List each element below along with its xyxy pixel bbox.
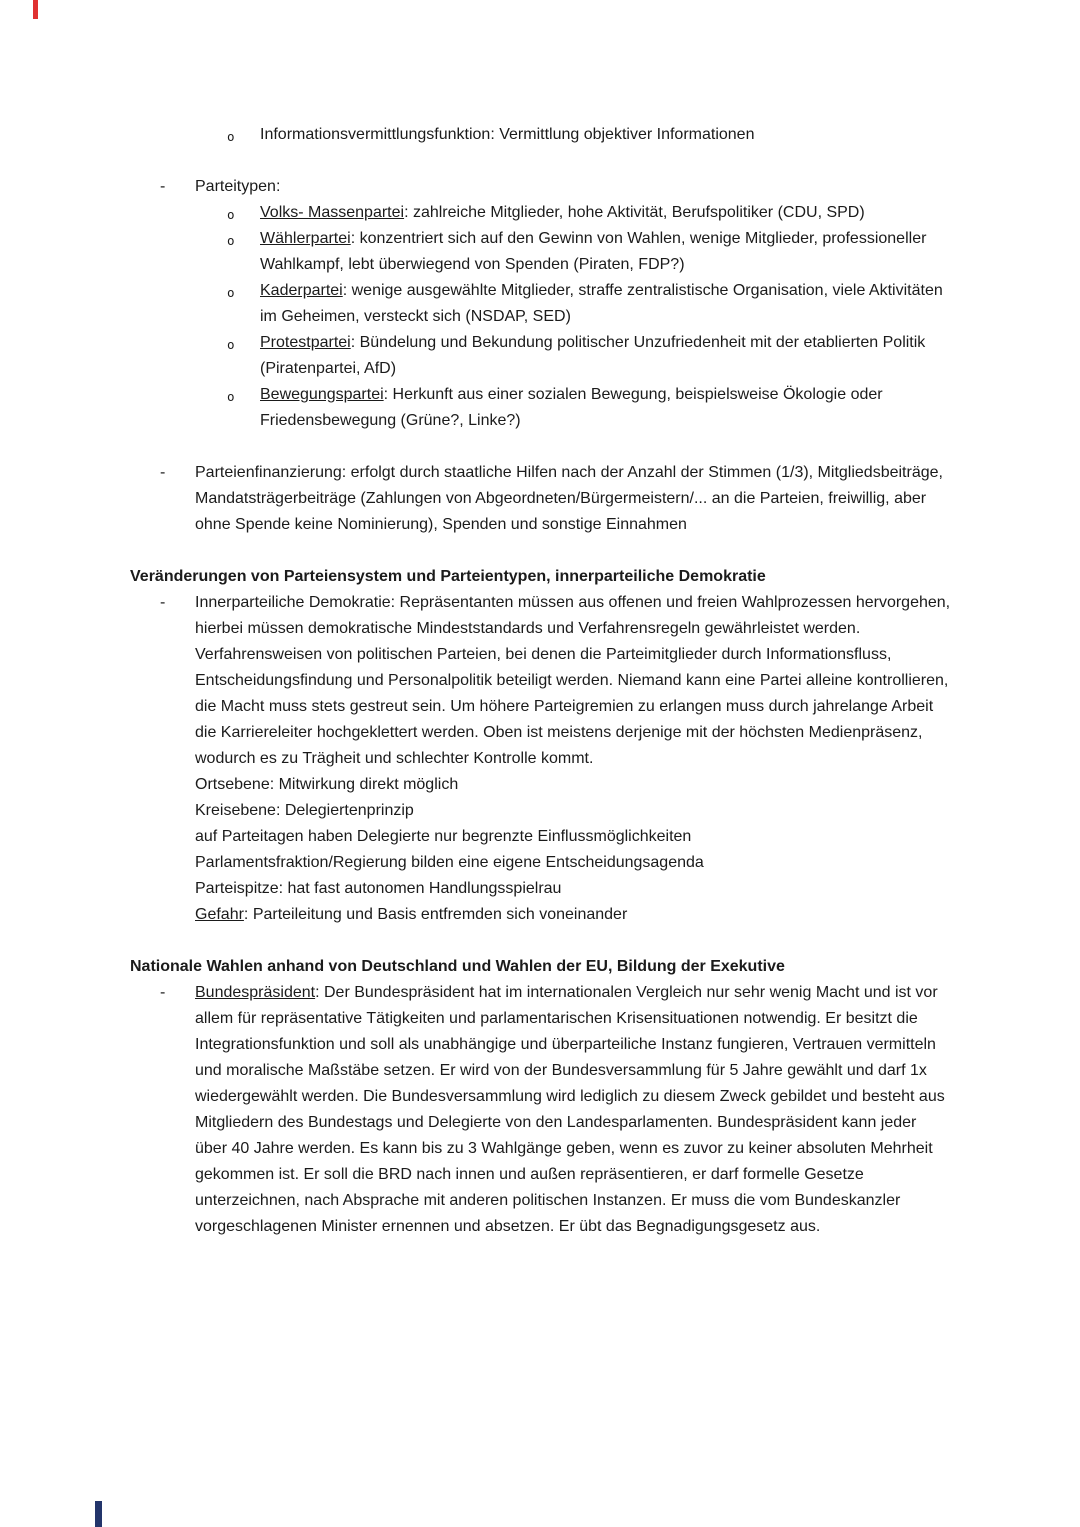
dash-bullet-icon: - <box>160 464 166 481</box>
text-content <box>260 126 754 143</box>
text: Nationale Wahlen anhand von Deutschland und Wahlen der EU, Bildung der Exekutive <box>130 958 785 975</box>
underlined-term: Bewegungspartei <box>260 386 384 403</box>
text-content <box>195 178 280 195</box>
circle-bullet-icon: o <box>227 233 235 248</box>
circle-bullet-icon: o <box>227 389 235 404</box>
circle-list-item <box>130 330 952 382</box>
dash-list-item <box>130 980 952 1240</box>
text-content <box>195 906 627 923</box>
text-content <box>195 828 691 845</box>
text-line <box>130 850 952 876</box>
underlined-term: Volks- Massenpartei <box>260 204 405 221</box>
section-heading <box>130 564 952 590</box>
text: : Der Bundespräsident hat im internationalen Vergleich nur sehr wenig Macht und ist vor allem für repräsentative Tätigkeiten und parlamentarischen Krisensituationen notwendig. Er besitzt die Integrationsfunktion und soll als unabhängige und überparteiliche Instanz fungieren, Vertrauen vermitteln und moralische Maßstäbe setzen. Er wird von der Bundesversammlung für 5 Jahre gewählt und darf 1x wiedergewählt werden. Die Bundesversammlung wird lediglich zu diesem Zweck gebildet und besteht aus Mitgliedern des Bundestags und Delegierte von den Landesparlamenten. Bundespräsident kann jeder über 40 Jahre werden. Es kann bis zu 3 Wahlgänge geben, wenn es zuvor zu keiner absoluten Mehrheit gekommen ist. Er soll die BRD nach innen und außen repräsentieren, er darf formelle Gesetze unterzeichnen, nach Absprache mit anderen politischen Instanzen. Er muss die vom Bundeskanzler vorgeschlagenen Minister ernennen und absetzen. Er übt das Begnadigungsgesetz aus. <box>195 984 945 1235</box>
text-content <box>130 568 766 585</box>
spacer <box>130 538 952 564</box>
dash-list-item <box>130 590 952 772</box>
text-content <box>260 230 926 273</box>
text: Parteispitze: hat fast autonomen Handlungsspielrau <box>195 880 562 897</box>
text-content <box>130 958 785 975</box>
text-content <box>195 776 458 793</box>
text: : Parteileitung und Basis entfremden sich voneinander <box>243 906 628 923</box>
circle-list-item <box>130 226 952 278</box>
circle-bullet-icon: o <box>227 129 235 144</box>
text: Veränderungen von Parteiensystem und Parteientypen, innerparteiliche Demokratie <box>130 568 766 585</box>
text-content <box>195 802 414 819</box>
text-line <box>130 876 952 902</box>
underlined-term: Kaderpartei <box>260 282 343 299</box>
text: Kreisebene: Delegiertenprinzip <box>195 802 414 819</box>
text-line <box>130 772 952 798</box>
dash-bullet-icon: - <box>160 178 166 195</box>
underlined-term: Bundespräsident <box>195 984 316 1001</box>
spacer <box>130 148 952 174</box>
text: : Bündelung und Bekundung politischer Unzufriedenheit mit der etablierten Politik (Piratenpartei, AfD) <box>260 334 926 377</box>
text-content <box>195 880 561 897</box>
dash-bullet-icon: - <box>160 594 166 611</box>
text: Parteitypen: <box>195 178 281 195</box>
text-content <box>195 594 950 767</box>
text: Informationsvermittlungsfunktion: Vermittlung objektiver Informationen <box>260 126 755 143</box>
text-content <box>195 854 704 871</box>
circle-list-item <box>130 382 952 434</box>
dash-bullet-icon: - <box>160 984 166 1001</box>
text: : konzentriert sich auf den Gewinn von Wahlen, wenige Mitglieder, professioneller Wahlkampf, lebt überwiegend von Spenden (Piraten, FDP?) <box>260 230 927 273</box>
text-content <box>195 984 945 1235</box>
text: : Herkunft aus einer sozialen Bewegung, beispielsweise Ökologie oder Friedensbewegung (Grüne?, Linke?) <box>260 386 883 429</box>
red-annotation-mark <box>33 0 38 19</box>
text-content <box>260 282 943 325</box>
underlined-term: Protestpartei <box>260 334 351 351</box>
circle-list-item <box>130 200 952 226</box>
text-line <box>130 902 952 928</box>
text-line <box>130 798 952 824</box>
dash-list-item <box>130 174 952 200</box>
text-content <box>195 464 943 533</box>
text: auf Parteitagen haben Delegierte nur begrenzte Einflussmöglichkeiten <box>195 828 692 845</box>
circle-bullet-icon: o <box>227 207 235 222</box>
underlined-term: Wählerpartei <box>260 230 351 247</box>
text-content <box>260 386 883 429</box>
text: Parteienfinanzierung: erfolgt durch staatliche Hilfen nach der Anzahl der Stimmen (1/3), Mitgliedsbeiträge, Mandatsträgerbeiträge (Zahlungen von Abgeordneten/Bürgermeistern/... an die Parteien, freiwillig, aber ohne Spende keine Nominierung), Spenden und sonstige Einnahmen <box>195 464 943 533</box>
circle-list-item <box>130 122 952 148</box>
text-line <box>130 824 952 850</box>
navy-annotation-mark <box>95 1501 102 1527</box>
text: Innerparteiliche Demokratie: Repräsentanten müssen aus offenen und freien Wahlprozessen hervorgehen, hierbei müssen demokratische Mindeststandards und Verfahrensregeln gewährleistet werden. Verfahrensweisen von politischen Parteien, bei denen die Parteimitglieder durch Informationsfluss, Entscheidungsfindung und Personalpolitik beteiligt werden. Niemand kann eine Partei alleine kontrollieren, die Macht muss stets gestreut sein. Um höhere Parteigremien zu erlangen muss durch jahrelange Arbeit die Karriereleiter hochgeklettert werden. Oben ist meistens derjenige mit der höchsten Medienpräsenz, wodurch es zu Trägheit und schlechter Kontrolle kommt. <box>195 594 951 767</box>
circle-bullet-icon: o <box>227 337 235 352</box>
spacer <box>130 434 952 460</box>
section-heading <box>130 954 952 980</box>
document-body <box>130 122 952 1240</box>
text: Parlamentsfraktion/Regierung bilden eine eigene Entscheidungsagenda <box>195 854 704 871</box>
text-content <box>260 334 925 377</box>
underlined-term: Gefahr <box>195 906 244 923</box>
circle-list-item <box>130 278 952 330</box>
text: : zahlreiche Mitglieder, hohe Aktivität, Berufspolitiker (CDU, SPD) <box>404 204 865 221</box>
spacer <box>130 928 952 954</box>
dash-list-item <box>130 460 952 538</box>
text: Ortsebene: Mitwirkung direkt möglich <box>195 776 459 793</box>
circle-bullet-icon: o <box>227 285 235 300</box>
text-content <box>260 204 865 221</box>
text: : wenige ausgewählte Mitglieder, straffe zentralistische Organisation, viele Aktivitäten im Geheimen, versteckt sich (NSDAP, SED) <box>260 282 943 325</box>
